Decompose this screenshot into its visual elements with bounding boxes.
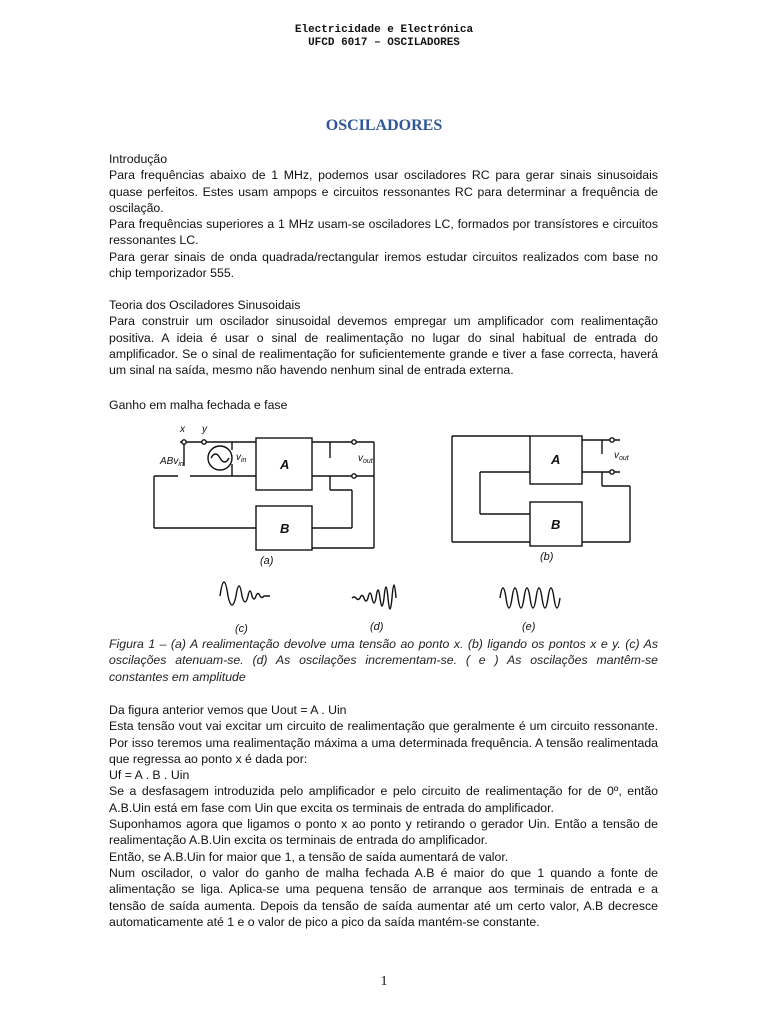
explanation-section [109, 702, 658, 930]
figure-label-e: (e) [522, 621, 536, 633]
node-y-label: y [202, 424, 207, 435]
sine-wave-icon [211, 454, 229, 462]
constant-oscillation-waveform [500, 588, 560, 608]
block-b-label-b: B [551, 517, 561, 532]
theory-section [109, 297, 658, 378]
body-line-5: Suponhamos agora que ligamos o ponto x ao ponto y retirando o gerador Uin. Então a tensão de realimentação A.B.Uin excita os terminais de entrada do amplificador. [109, 817, 658, 848]
intro-paragraph-2: Para frequências superiores a 1 MHz usam-se osciladores LC, formados por transístores e circuitos ressonantes LC. [109, 217, 658, 248]
header-line-2: UFCD 6017 – OSCILADORES [308, 37, 460, 49]
intro-heading: Introdução [109, 152, 168, 166]
body-line-3: Uf = A . B . Uin [109, 768, 190, 783]
theory-paragraph: Para construir um oscilador sinusoidal devemos empregar um amplificador com realimentação positiva. A ideia é usar o sinal de realimentação no lugar do sinal habitual de entrada do amplificador. Se o sinal de realimentação for suficientemente grande e tiver a fase correcta, haverá um sinal na saída, mesmo não havendo nenhum sinal de entrada externa. [109, 314, 658, 378]
page-title: OSCILADORES [325, 117, 443, 134]
intro-paragraph-3: Para gerar sinais de onda quadrada/rectangular iremos estudar circuitos realizados com base no chip temporizador 555. [109, 249, 658, 281]
figure-label-d: (d) [370, 621, 384, 633]
vin-label: $v_{in}$ [236, 452, 247, 464]
intro-section [109, 151, 658, 281]
block-a-label: A [280, 457, 290, 472]
damped-oscillation-waveform [220, 582, 270, 605]
theory-heading: Teoria dos Osciladores Sinusoidais [109, 298, 301, 312]
body-line-6: Então, se A.B.Uin for maior que 1, a tensão de saída aumentará de valor. [109, 849, 509, 864]
body-line-1: Da figura anterior vemos que Uout = A . Uin [109, 703, 347, 717]
figure-label-a: (a) [260, 555, 274, 567]
node-x-label: x [180, 424, 185, 435]
block-b-label: B [280, 521, 290, 536]
header-line-1: Electricidade e Electrónica [294, 24, 474, 36]
body-line-7: Num oscilador, o valor do ganho de malha fechada A.B é maior do que 1 quando a fonte de alimentação se liga. Aplica-se uma pequena tensão de arranque aos terminais de entrada e a tensão de saída aumenta. Depois da tensão de saída aumentar até um certo valor, A.B decresce automaticamente até 1 e o valor de pico a pico da saída mantém-se constante. [109, 865, 658, 929]
growing-oscillation-waveform [352, 585, 396, 609]
vout-label: $v_{out}$ [358, 453, 373, 465]
vout-label-b: $v_{out}$ [614, 450, 629, 462]
intro-paragraph-1: Para frequências abaixo de 1 MHz, podemos usar osciladores RC para gerar sinais sinusoidais quase perfeitos. Estes usam ampops e circuitos ressonantes RC para determinar a frequência de oscilação. [109, 168, 658, 215]
feedback-voltage-label: ABv$_{in}$ [160, 456, 184, 468]
page-number: 1 [380, 974, 388, 989]
body-line-2: Esta tensão vout vai excitar um circuito de realimentação que geralmente é um circuito ressonante. Por isso teremos uma realimentação máxima a uma determinada frequência. A tensão realimentada que regressa ao ponto x é dada por: [109, 719, 658, 766]
figure-label-b: (b) [540, 551, 554, 563]
figure-label-c: (c) [235, 623, 248, 635]
figure-caption: Figura 1 – (a) A realimentação devolve uma tensão ao ponto x. (b) ligando os pontos x e y. (c) As oscilações atenuam-se. (d) As oscilações incrementam-se. ( e ) As oscilações mantêm-se constantes em amplitude [109, 637, 658, 684]
document-header [0, 24, 768, 50]
body-line-4: Se a desfasagem introduzida pelo amplificador e pelo circuito de realimentação for de 0º, então A.B.Uin está em fase com Uin que excita os terminais de entrada do amplificador. [109, 784, 658, 815]
gain-heading: Ganho em malha fechada e fase [109, 398, 288, 412]
block-a-label-b: A [551, 452, 561, 467]
oscillator-figure [140, 418, 640, 638]
